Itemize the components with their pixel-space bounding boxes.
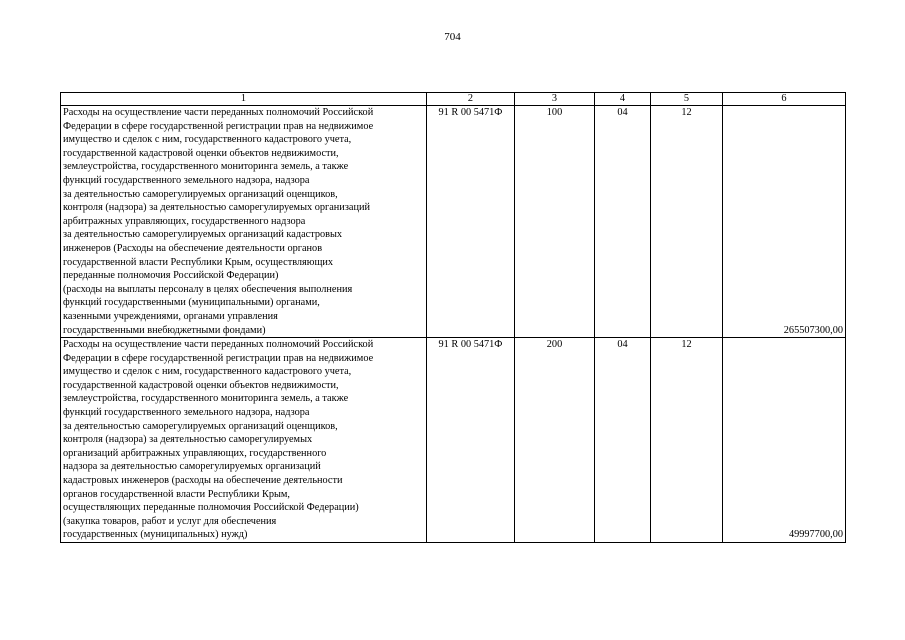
row-expense-type: 200 (515, 338, 595, 543)
row-section: 04 (595, 338, 651, 543)
row-target-code: 91 R 00 5471Ф (427, 338, 515, 543)
row-expense-type: 100 (515, 106, 595, 338)
header-row (61, 93, 846, 106)
row-amount: 49997700,00 (723, 338, 846, 543)
row-section: 04 (595, 106, 651, 338)
table-row (61, 338, 846, 543)
column-header-3: 3 (515, 93, 595, 106)
column-header-4: 4 (595, 93, 651, 106)
table-row (61, 106, 846, 338)
row-amount: 265507300,00 (723, 106, 846, 338)
column-header-5: 5 (651, 93, 723, 106)
page-number: 704 (444, 31, 461, 43)
budget-table (60, 92, 846, 543)
row-subsection: 12 (651, 106, 723, 338)
column-header-6: 6 (723, 93, 846, 106)
column-header-1: 1 (61, 93, 427, 106)
row-subsection: 12 (651, 338, 723, 543)
column-header-2: 2 (427, 93, 515, 106)
row-target-code: 91 R 00 5471Ф (427, 106, 515, 338)
row-description: Расходы на осуществление части переданных полномочий Российской Федерации в сфере государственной регистрации прав на недвижимое имущество и сделок с ним, государственного кадастрового учета, государственной кадастровой оценки объектов недвижимости, землеустройства, государственного мониторинга земель, а также функций государственного земельного надзора, надзора за деятельностью саморегулируемых организаций оценщиков, контроля (надзора) за деятельностью саморегулируемых организаций арбитражных управляющих, государственного надзора за деятельностью саморегулируемых организаций кадастровых инженеров (Расходы на обеспечение деятельности органов государственной власти Республики Крым, осуществляющих переданные полномочия Российской Федерации) (расходы на выплаты персоналу в целях обеспечения выполнения функций государственными (муниципальными) органами, казенными учреждениями, органами управления государственными внебюджетными фондами) (61, 106, 427, 338)
row-description: Расходы на осуществление части переданных полномочий Российской Федерации в сфере государственной регистрации прав на недвижимое имущество и сделок с ним, государственного кадастрового учета, государственной кадастровой оценки объектов недвижимости, землеустройства, государственного мониторинга земель, а также функций государственного земельного надзора, надзора за деятельностью саморегулируемых организаций оценщиков, контроля (надзора) за деятельностью саморегулируемых организаций арбитражных управляющих, государственного надзора за деятельностью саморегулируемых организаций кадастровых инженеров (расходы на обеспечение деятельности органов государственной власти Республики Крым, осуществляющих переданные полномочия Российской Федерации) (закупка товаров, работ и услуг для обеспечения государственных (муниципальных) нужд) (61, 338, 427, 543)
